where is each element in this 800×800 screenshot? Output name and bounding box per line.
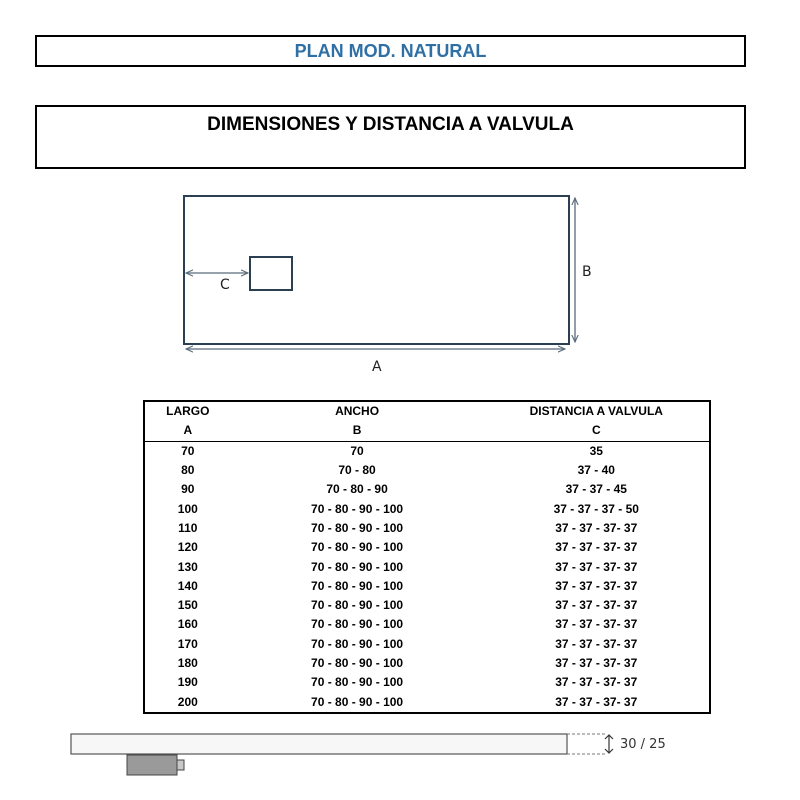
table-row bbox=[144, 461, 710, 480]
cell-distancia: 37 - 40 bbox=[577, 463, 615, 478]
table-row bbox=[144, 673, 710, 692]
thickness-arrow-heads bbox=[605, 735, 613, 753]
cell-distancia: 37 - 37 - 37- 37 bbox=[555, 598, 638, 613]
page-subtitle: DIMENSIONES Y DISTANCIA A VALVULA bbox=[207, 114, 574, 135]
table-row bbox=[144, 499, 710, 518]
cell-largo: 150 bbox=[177, 598, 198, 613]
table-row bbox=[144, 519, 710, 538]
drain-valve bbox=[127, 755, 177, 775]
cell-largo: 180 bbox=[177, 656, 198, 670]
cell-distancia: 37 - 37 - 37- 37 bbox=[555, 617, 638, 632]
table-row bbox=[144, 538, 710, 557]
table-row bbox=[144, 692, 710, 712]
cell-largo: 90 bbox=[181, 482, 195, 497]
thickness-label: 30 / 25 bbox=[620, 737, 666, 752]
table-row bbox=[144, 635, 710, 654]
cell-ancho: 70 - 80 - 90 - 100 bbox=[311, 694, 404, 709]
tray-outline bbox=[184, 196, 569, 344]
cell-largo: 110 bbox=[178, 520, 198, 535]
cell-distancia: 37 - 37 - 45 bbox=[565, 482, 627, 497]
label-c: C bbox=[220, 277, 230, 293]
cell-distancia: 37 - 37 - 37- 37 bbox=[555, 540, 638, 555]
cell-distancia: 37 - 37 - 37 - 50 bbox=[553, 501, 639, 516]
cell-ancho: 70 - 80 - 90 - 100 bbox=[311, 656, 404, 670]
cell-largo: 170 bbox=[177, 636, 198, 651]
cell-ancho: 70 - 80 - 90 - 100 bbox=[311, 559, 404, 574]
dimensions-table bbox=[143, 400, 711, 714]
cell-distancia: 37 - 37 - 37- 37 bbox=[555, 675, 638, 690]
cell-ancho: 70 - 80 - 90 - 100 bbox=[311, 617, 404, 632]
cell-ancho: 70 - 80 bbox=[338, 463, 376, 478]
header-letter-b: B bbox=[231, 421, 484, 441]
valve-box bbox=[250, 257, 292, 290]
cell-distancia: 37 - 37 - 37- 37 bbox=[555, 559, 638, 574]
table-row bbox=[144, 577, 710, 596]
cell-largo: 160 bbox=[177, 617, 198, 632]
header-letter-row bbox=[144, 421, 710, 441]
label-b: B bbox=[582, 264, 592, 280]
header-letter-c: C bbox=[484, 421, 710, 441]
page-title: PLAN MOD. NATURAL bbox=[294, 41, 487, 61]
cell-largo: 80 bbox=[181, 463, 195, 478]
cell-distancia: 37 - 37 - 37- 37 bbox=[555, 636, 638, 651]
cell-largo: 130 bbox=[177, 559, 198, 574]
cell-ancho: 70 - 80 - 90 bbox=[326, 482, 388, 497]
header-letter-a: A bbox=[144, 421, 231, 441]
cell-ancho: 70 bbox=[350, 443, 364, 458]
cell-ancho: 70 - 80 - 90 - 100 bbox=[311, 636, 404, 651]
cell-ancho: 70 - 80 - 90 - 100 bbox=[311, 520, 404, 535]
cell-largo: 200 bbox=[177, 694, 198, 709]
tray-profile bbox=[71, 734, 567, 754]
cell-distancia: 37 - 37 - 37- 37 bbox=[555, 578, 638, 593]
table-row bbox=[144, 596, 710, 615]
table-row bbox=[144, 441, 710, 461]
header-distancia: DISTANCIA A VALVULA bbox=[529, 404, 663, 419]
table-row bbox=[144, 654, 710, 673]
label-a: A bbox=[372, 359, 382, 375]
drain-pipe bbox=[177, 760, 184, 770]
cell-distancia: 37 - 37 - 37- 37 bbox=[555, 520, 638, 535]
cell-ancho: 70 - 80 - 90 - 100 bbox=[311, 578, 404, 593]
cell-ancho: 70 - 80 - 90 - 100 bbox=[311, 675, 404, 690]
table-row bbox=[144, 557, 710, 576]
cell-ancho: 70 - 80 - 90 - 100 bbox=[311, 598, 404, 613]
cell-largo: 190 bbox=[177, 675, 198, 690]
cell-largo: 120 bbox=[177, 540, 198, 555]
table-row bbox=[144, 480, 710, 499]
cell-largo: 140 bbox=[177, 578, 198, 593]
cell-largo: 70 bbox=[181, 443, 195, 458]
cell-distancia: 37 - 37 - 37- 37 bbox=[555, 694, 638, 709]
header-ancho: ANCHO bbox=[335, 404, 380, 419]
cell-ancho: 70 - 80 - 90 - 100 bbox=[311, 501, 404, 516]
header-largo: LARGO bbox=[166, 404, 210, 419]
table-body bbox=[144, 441, 710, 713]
cell-distancia: 35 bbox=[589, 443, 603, 458]
cell-largo: 100 bbox=[177, 501, 198, 516]
cell-ancho: 70 - 80 - 90 - 100 bbox=[311, 540, 404, 555]
table-row bbox=[144, 615, 710, 634]
cell-distancia: 37 - 37 - 37- 37 bbox=[555, 656, 638, 670]
header-row bbox=[144, 401, 710, 421]
